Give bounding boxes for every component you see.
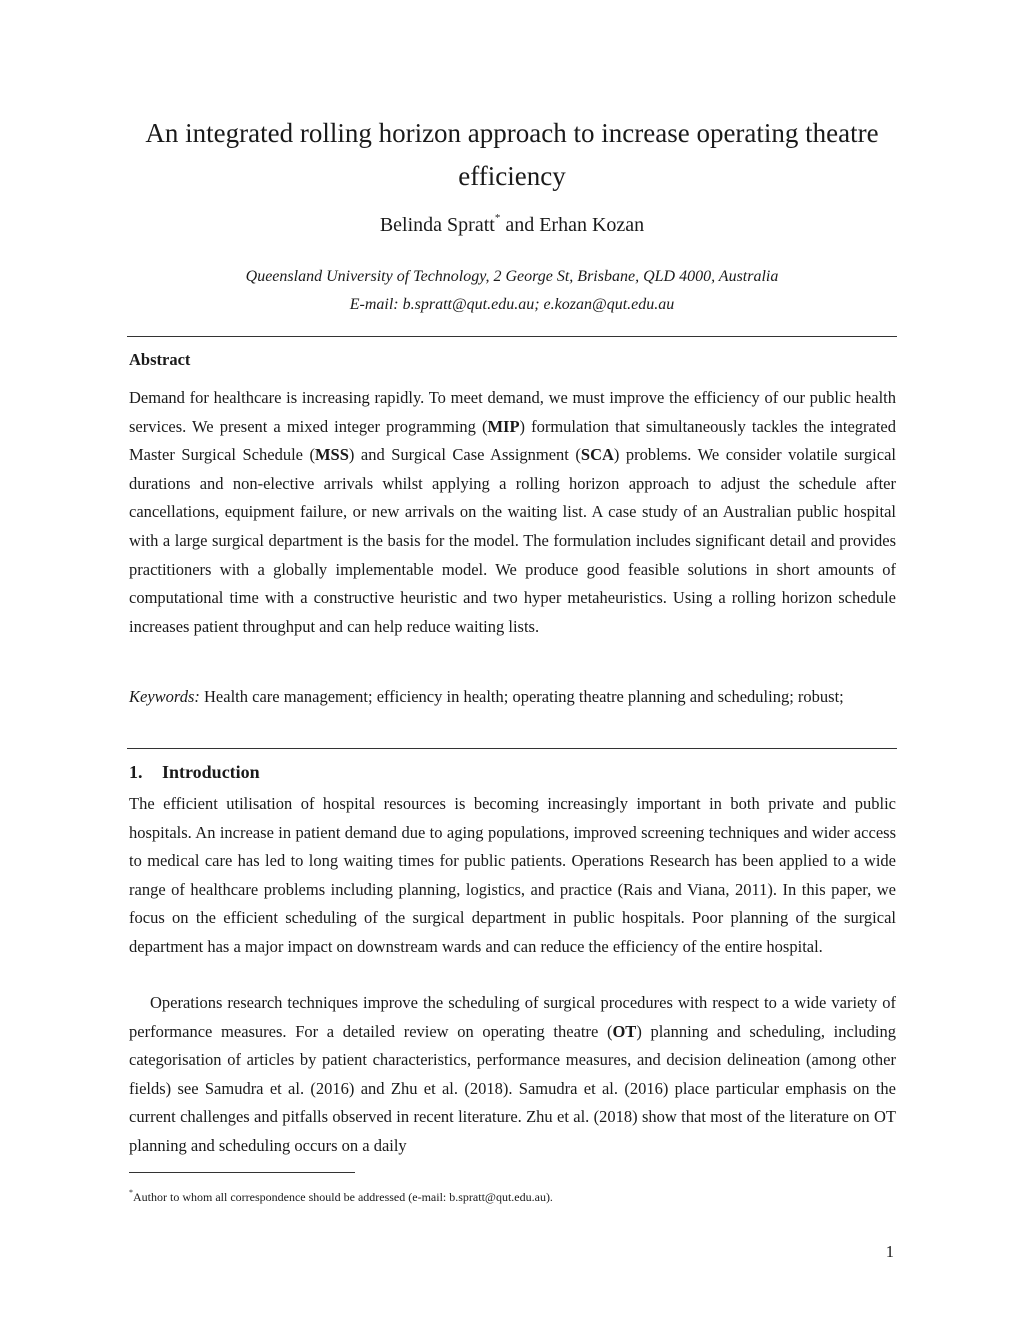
- footnote-mark: *: [129, 1188, 133, 1197]
- abstract-bottom-rule: [127, 748, 897, 749]
- intro-paragraph-2: [129, 989, 896, 1161]
- section-title: Introduction: [162, 762, 260, 782]
- paragraph-text: Operations research techniques improve the scheduling of surgical procedures with respect to a wide variety of performance measures. For a detailed review on operating theatre (: [129, 993, 896, 1041]
- acronym-mip: MIP: [487, 416, 520, 436]
- author-conjunction: and: [500, 214, 540, 236]
- paragraph-text: ) planning and scheduling, including categorisation of articles by patient characteristics, performance measures, and decision delineation (among other fields) see Samudra et al. (2016) and Zhu et al. (2018). Samudra et al. (2016) place particular emphasis on the current challenges and pitfalls observed in recent literature. Zhu et al. (2018) show that most of the literature on OT planning and scheduling occurs on a daily: [129, 1021, 896, 1155]
- author-name: Belinda Spratt: [379, 214, 495, 236]
- acronym-ot: OT: [612, 1021, 637, 1041]
- affiliation: Queensland University of Technology, 2 George St, Brisbane, QLD 4000, Australia: [245, 268, 779, 285]
- keywords-label: Keywords:: [129, 687, 200, 706]
- acronym-mss: MSS: [314, 445, 349, 465]
- author-line: [100, 214, 924, 237]
- footnote-rule: [129, 1172, 355, 1173]
- footnote: [129, 1190, 553, 1205]
- keywords: [129, 686, 896, 708]
- abstract-text: ) formulation that simultaneously tackles the integrated Master Surgical Schedule (: [129, 416, 896, 465]
- intro-paragraph-1: The efficient utilisation of hospital resources is becoming increasingly important in both private and public hospitals. An increase in patient demand due to aging populations, improved screening techniques and wider access to medical care has led to long waiting times for public patients. Operations Research has been applied to a wide range of healthcare problems including planning, logistics, and practice (Rais and Viana, 2011). In this paper, we focus on the efficient scheduling of the surgical department in public hospitals. Poor planning of the surgical department has a major impact on downstream wards and can reduce the efficiency of the entire hospital.: [129, 794, 896, 956]
- footnote-mark: *: [494, 212, 501, 224]
- keywords-text: Health care management; efficiency in health; operating theatre planning and scheduling; robust;: [199, 687, 844, 706]
- abstract-text: ) problems. We consider volatile surgical durations and non-elective arrivals whilst applying a rolling horizon approach to adjust the schedule after cancellations, equipment failure, or new arrivals on the waiting list. A case study of an Australian public hospital with a large surgical department is the basis for the model. The formulation includes significant detail and provides practitioners with a globally implementable model. We produce good feasible solutions in short amounts of computational time with a constructive heuristic and two hyper metaheuristics. Using a rolling horizon schedule increases patient throughput and can help reduce waiting lists.: [129, 445, 897, 636]
- affiliation-block: [100, 263, 924, 319]
- abstract-heading: Abstract: [129, 350, 191, 369]
- abstract-text: Demand for healthcare is increasing rapidly. To meet demand, we must improve the efficiency of our public health services. We present a mixed integer programming (: [129, 388, 896, 436]
- acronym-sca: SCA: [580, 445, 614, 465]
- paper-title: An integrated rolling horizon approach to increase operating theatre efficiency: [145, 118, 879, 191]
- abstract-body: [129, 384, 896, 641]
- email-line: E-mail: b.spratt@qut.edu.au; e.kozan@qut.edu.au: [349, 296, 675, 313]
- abstract-text: ) and Surgical Case Assignment (: [348, 445, 581, 465]
- page-number: 1: [885, 1242, 894, 1261]
- top-rule: [127, 336, 897, 337]
- footnote-text: Author to whom all correspondence should be addressed (e-mail: b.spratt@qut.edu.au).: [133, 1190, 553, 1204]
- section-heading: [129, 762, 260, 783]
- section-number: 1.: [129, 762, 143, 782]
- author-name: Erhan Kozan: [539, 214, 645, 236]
